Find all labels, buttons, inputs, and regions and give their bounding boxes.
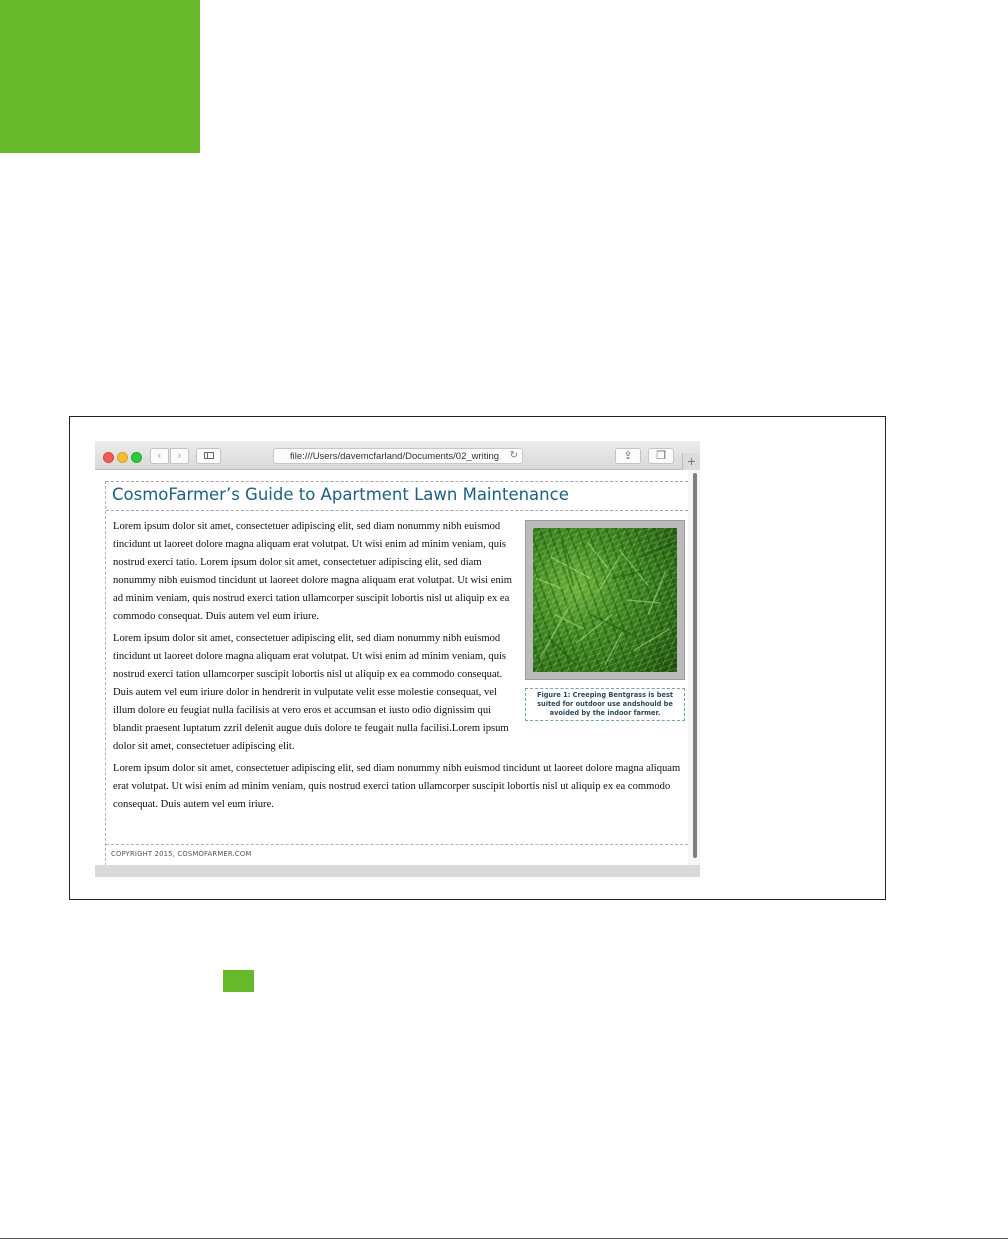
reload-icon[interactable]: ↻ [509,450,518,461]
minimize-window-button[interactable] [117,452,128,463]
page-wrapper [105,481,689,871]
forward-button[interactable] [170,448,189,464]
paragraph-2: Lorem ipsum dolor sit amet, consectetuer adipiscing elit, sed diam nonummy nibh euismod tincidunt ut laoreet dolore magna aliquam erat volutpat. Ut wisi enim ad minim veniam, quis nostrud exerci tation ullamcorper suscipit lobortis nisl ut aliquip ex ea commodo consequat. Duis autem vel eum iriure dolor in hendrerit in vulputate velit esse molestie consequat, vel illum dolore eu feugiat nulla facilisis at vero eros et accumsan et iusto odio dignissim qui blandit praesent luptatum zzril delenit augue duis dolore te feugait nulla facilisi.Lorem ipsum dolor sit amet, consectetuer adipiscing elit. [113,633,509,752]
grass-image [533,528,677,672]
chevron-right-icon: › [177,450,182,462]
plus-icon: + [687,453,696,469]
grass-image-frame [525,520,685,680]
browser-window [95,441,700,877]
chapter-tab [0,0,200,153]
figure [525,520,685,721]
figure-caption: Figure 1: Creeping Bentgrass is best suited for outdoor use andshould be avoided by the indoor farmer. [525,688,685,721]
share-button[interactable] [615,448,641,464]
paragraph-1: Lorem ipsum dolor sit amet, consectetuer adipiscing elit, sed diam nonummy nibh euismod tincidunt ut laoreet dolore magna aliquam erat volutpat. Ut wisi enim ad minim veniam, quis nostrud exerci tatio. Lorem ipsum dolor sit amet, consectetuer adipiscing elit, sed diam nonummy nibh euismod tincidunt ut laoreet dolore magna aliquam erat volutpat. Ut wisi enim ad minim veniam, quis nostrud exerci tation ullamcorper suscipit lobortis nisl ut aliquip ex ea commodo consequat. Duis autem vel eum iriure. [113,521,512,622]
callout-marker [223,970,254,992]
sidebar-icon [204,452,214,459]
page-title: CosmoFarmer’s Guide to Apartment Lawn Maintenance [112,485,569,504]
page-header [106,481,688,511]
vertical-scrollbar-thumb[interactable] [693,473,697,858]
paragraph-3: Lorem ipsum dolor sit amet, consectetuer adipiscing elit, sed diam nonummy nibh euismod tincidunt ut laoreet dolore magna aliquam erat volutpat. Ut wisi enim ad minim veniam, quis nostrud exerci tation ullamcorper suscipit lobortis nisl ut aliquip ex ea commodo consequat. Duis autem vel eum iriure. [113,763,681,810]
page-bottom-rule [0,1238,1008,1239]
sidebar-toggle-button[interactable] [196,448,221,464]
zoom-window-button[interactable] [131,452,142,463]
chevron-left-icon: ‹ [157,450,162,462]
share-icon: ⇪ [623,450,633,462]
browser-toolbar [95,441,700,470]
url-text: file:///Users/davemcfarland/Documents/02_writing [290,451,500,462]
copyright-text: COPYRIGHT 2015, COSMOFARMER.COM [111,850,252,858]
show-tabs-button[interactable] [648,448,674,464]
address-bar[interactable] [273,448,523,464]
horizontal-scrollbar[interactable] [95,865,700,877]
close-window-button[interactable] [103,452,114,463]
tabs-icon: ❐ [656,450,666,462]
new-tab-button[interactable] [682,453,700,470]
article-body [113,518,685,818]
page-viewport[interactable] [95,470,700,877]
back-button[interactable] [150,448,169,464]
